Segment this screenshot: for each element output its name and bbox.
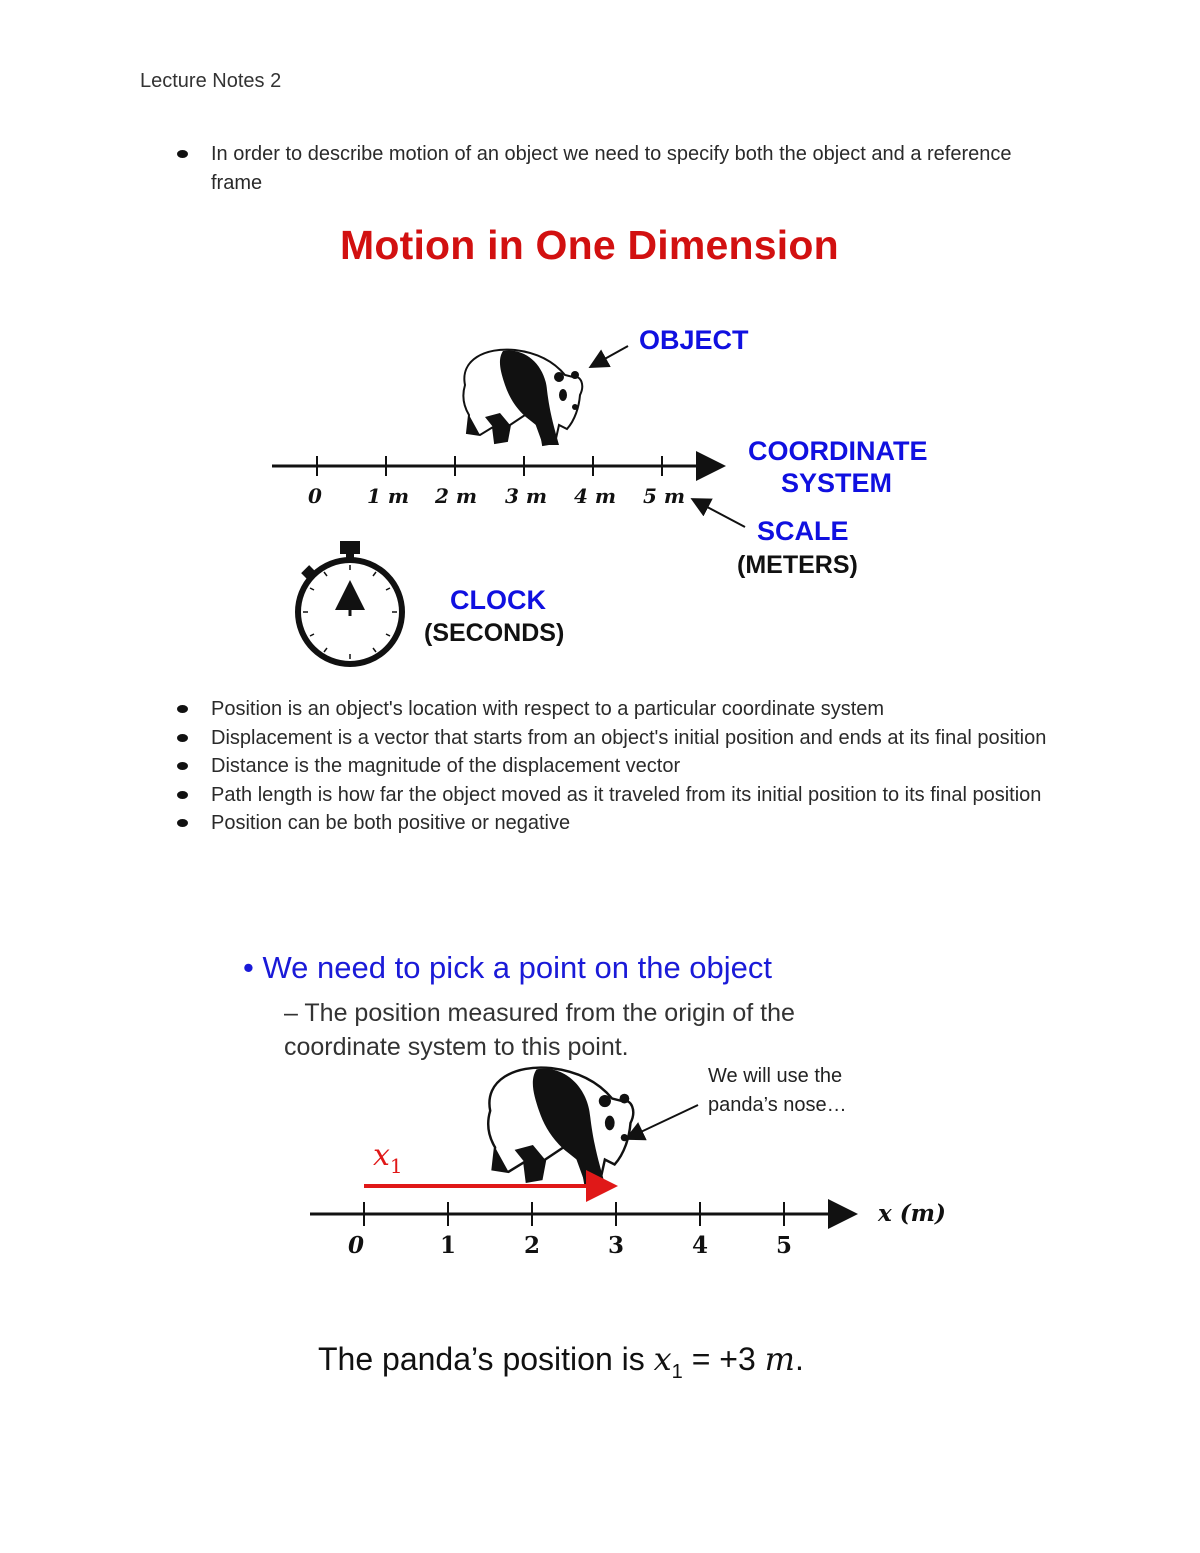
axis-tick-label: 5 — [776, 1232, 793, 1259]
conclusion-unit: m — [764, 1340, 795, 1378]
conclusion-equation: = +3 — [682, 1341, 765, 1377]
clock-label: CLOCK — [450, 585, 546, 615]
coordinate-label: COORDINATE — [748, 436, 928, 466]
nose-note-line: We will use the — [708, 1065, 843, 1087]
panda-icon — [488, 1068, 633, 1184]
conclusion-text: The panda’s position is — [318, 1341, 654, 1377]
bullet-item: Distance is the magnitude of the displacement vector — [172, 752, 1052, 781]
page-header: Lecture Notes 2 — [140, 70, 282, 92]
bullet-item: Position is an object's location with respect to a particular coordinate system — [172, 695, 1052, 724]
figure2-graphics — [0, 1050, 1200, 1280]
figure2-sub-point: – The position measured from the origin of the coordinate system to this point. — [284, 999, 795, 1061]
axis-tick-label: 1 — [440, 1232, 457, 1259]
definitions-bullet-list — [172, 695, 1052, 838]
nose-note-line: panda’s nose… — [708, 1094, 847, 1116]
figure-title: Motion in One Dimension — [340, 222, 839, 268]
conclusion-subscript: 1 — [671, 1361, 683, 1383]
scale-label: SCALE — [757, 516, 849, 546]
axis-tick-label: 4 m — [574, 484, 617, 508]
clock-unit-label: (SECONDS) — [424, 619, 565, 647]
figure2-main-point: • We need to pick a point on the object — [243, 950, 773, 985]
figure1-graphics — [0, 0, 1200, 700]
axis-tick-label: 2 m — [435, 484, 478, 508]
scale-unit-label: (METERS) — [737, 551, 858, 579]
axis-tick-label: 1 m — [367, 484, 410, 508]
scale-pointer-arrow — [694, 500, 745, 527]
axis-unit-label: x (m) — [878, 1200, 946, 1227]
vector-label-subscript: 1 — [389, 1154, 403, 1178]
bullet-item: In order to describe motion of an object we need to specify both the object and a reference frame — [172, 140, 1052, 197]
conclusion-statement — [318, 1340, 804, 1383]
bullet-item: Displacement is a vector that starts from an object's initial position and ends at its final position — [172, 724, 1052, 753]
conclusion-end: . — [794, 1341, 804, 1377]
bullet-item: Position can be both positive or negative — [172, 809, 1052, 838]
axis-tick-label: 0 — [348, 1232, 365, 1259]
panda-icon — [463, 350, 582, 445]
coordinate-label-line2: SYSTEM — [781, 468, 893, 498]
stopwatch-icon — [298, 541, 402, 664]
bullet-item: Path length is how far the object moved as it traveled from its initial position to its final position — [172, 781, 1052, 810]
object-label: OBJECT — [639, 325, 749, 355]
nose-pointer-arrow — [628, 1105, 698, 1138]
axis-tick-label: 0 — [308, 484, 322, 508]
axis-tick-label: 3 — [608, 1232, 625, 1259]
vector-label-var: x — [373, 1138, 390, 1173]
axis-tick-label: 2 — [524, 1232, 541, 1259]
axis-tick-label: 4 — [692, 1232, 709, 1259]
conclusion-var: x — [653, 1340, 672, 1378]
vector-label — [373, 1138, 403, 1178]
object-pointer-arrow — [592, 346, 628, 366]
axis-tick-label: 3 m — [505, 484, 548, 508]
axis-tick-label: 5 m — [643, 484, 686, 508]
